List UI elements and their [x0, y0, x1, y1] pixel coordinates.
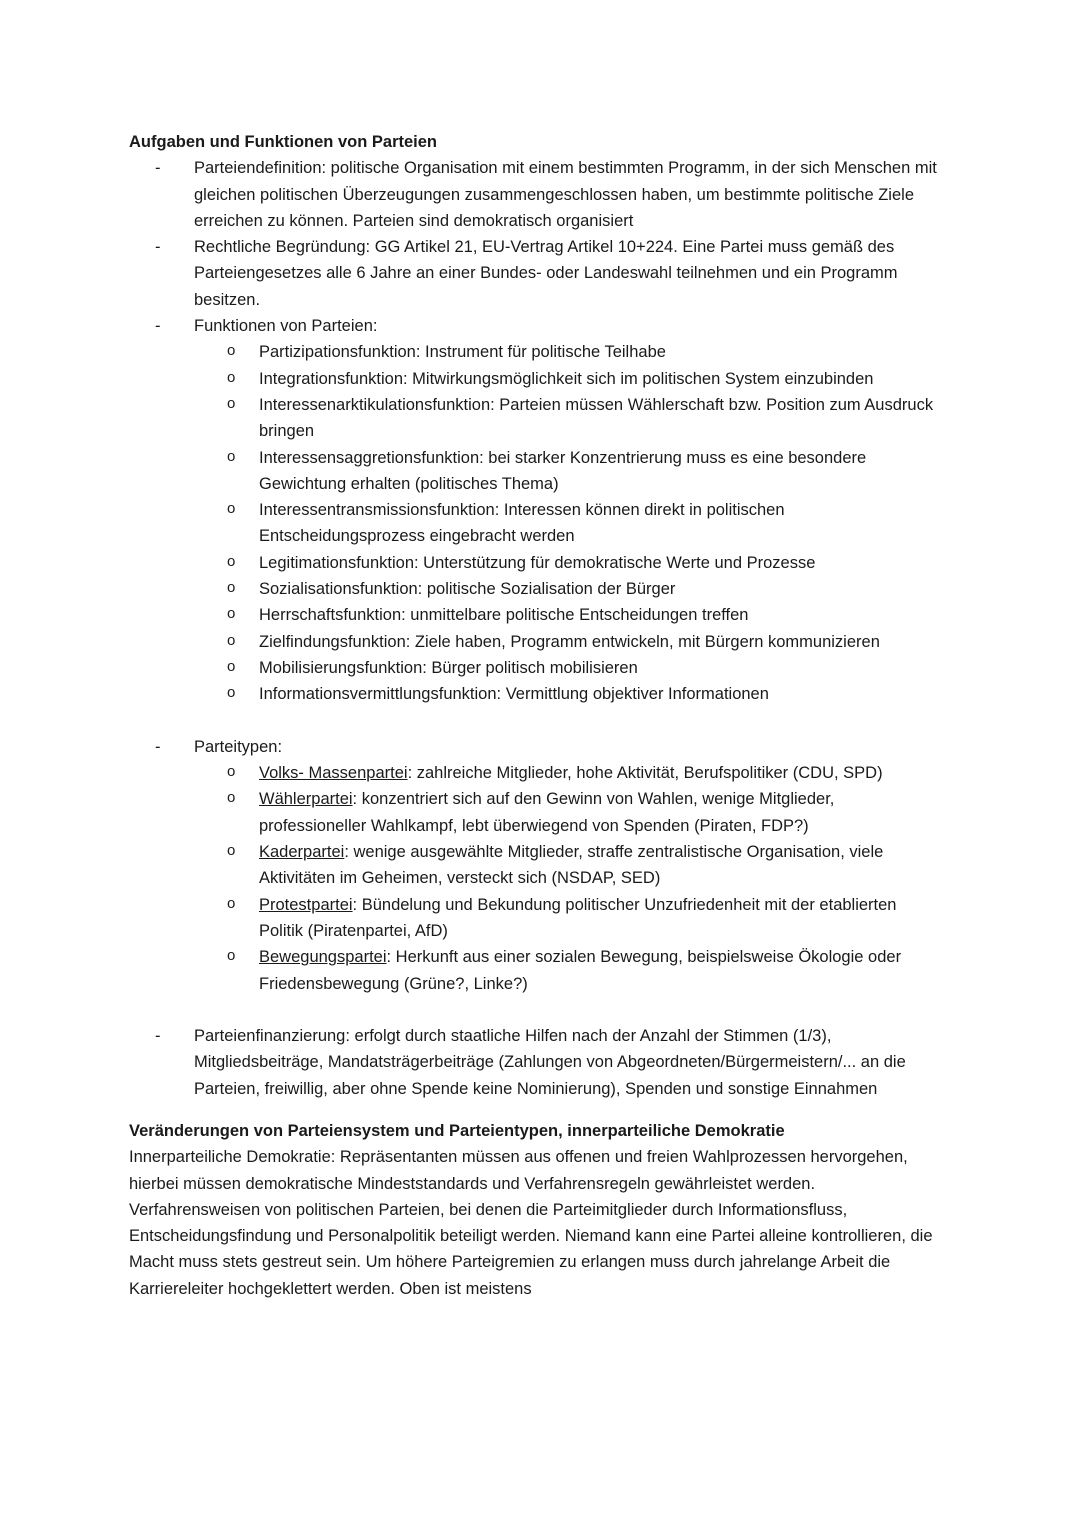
function-item: o Herrschaftsfunktion: unmittelbare politische Entscheidungen treffen — [194, 602, 944, 628]
type-term: Bewegungspartei — [259, 948, 387, 967]
type-item-protestpartei — [194, 892, 944, 945]
type-desc: : konzentriert sich auf den Gewinn von Wahlen, wenige Mitglieder, professioneller Wahlkampf, lebt überwiegend von Spenden (Piraten, FDP?) — [259, 790, 835, 835]
type-desc: : wenige ausgewählte Mitglieder, straffe zentralistische Organisation, viele Aktivitäten im Geheimen, versteckt sich (NSDAP, SED) — [259, 843, 884, 888]
function-item: o Zielfindungsfunktion: Ziele haben, Programm entwickeln, mit Bürgern kommunizieren — [194, 629, 944, 655]
function-item: o Informationsvermittlungsfunktion: Vermittlung objektiver Informationen — [194, 681, 944, 707]
type-desc: : zahlreiche Mitglieder, hohe Aktivität, Berufspolitiker (CDU, SPD) — [407, 764, 883, 783]
function-item: o Partizipationsfunktion: Instrument für politische Teilhabe — [194, 339, 944, 365]
function-item: o Interessentransmissionsfunktion: Interessen können direkt in politischen Entscheidungsprozess eingebracht werden — [194, 497, 944, 550]
types-list — [194, 760, 944, 997]
types-label: Parteitypen: — [194, 737, 283, 756]
functions-label: Funktionen von Parteien: — [194, 317, 378, 336]
function-item: o Sozialisationsfunktion: politische Sozialisation der Bürger — [194, 576, 944, 602]
section-heading-veraenderungen: Veränderungen von Parteiensystem und Parteientypen, innerparteiliche Demokratie — [129, 1121, 785, 1140]
spacer — [129, 997, 944, 1023]
spacer — [129, 1102, 944, 1118]
main-bullet-list — [129, 155, 944, 1102]
spacer — [129, 708, 944, 734]
bullet-parteitypen — [129, 734, 944, 997]
function-item: o Mobilisierungsfunktion: Bürger politisch mobilisieren — [194, 655, 944, 681]
function-item: o Integrationsfunktion: Mitwirkungsmöglichkeit sich im politischen System einzubinden — [194, 366, 944, 392]
type-item-volkspartei — [194, 760, 944, 786]
type-item-kaderpartei — [194, 839, 944, 892]
bullet-parteiendefinition: - Parteiendefinition: politische Organisation mit einem bestimmten Programm, in der sich Menschen mit gleichen politischen Überzeugungen zusammengeschlossen haben, um bestimmte politische Ziele erreichen zu können. Parteien sind demokratisch organisiert — [129, 155, 944, 234]
function-item: o Interessensaggretionsfunktion: bei starker Konzentrierung muss es eine besondere Gewichtung erhalten (politisches Thema) — [194, 445, 944, 498]
type-term: Wählerpartei — [259, 790, 353, 809]
type-desc: : Herkunft aus einer sozialen Bewegung, beispielsweise Ökologie oder Friedensbewegung (Grüne?, Linke?) — [259, 948, 902, 993]
paragraph-innerparteiliche-demokratie: Innerparteiliche Demokratie: Repräsentanten müssen aus offenen und freien Wahlprozessen hervorgehen, hierbei müssen demokratische Mindeststandards und Verfahrensregeln gewährleistet werden. Verfahrensweisen von politischen Parteien, bei denen die Parteimitglieder durch Informationsfluss, Entscheidungsfindung und Personalpolitik beteiligt werden. Niemand kann eine Partei alleine kontrollieren, die Macht muss stets gestreut sein. Um höhere Parteigremien zu erlangen muss durch jahrelange Arbeit die Karriereleiter hochgeklettert werden. Oben ist meistens — [129, 1148, 933, 1298]
type-term: Kaderpartei — [259, 843, 345, 862]
section-heading-aufgaben: Aufgaben und Funktionen von Parteien — [129, 133, 438, 151]
type-desc: : Bündelung und Bekundung politischer Unzufriedenheit mit der etablierten Politik (Piratenpartei, AfD) — [259, 895, 897, 940]
type-term: Volks- Massenpartei — [259, 764, 408, 783]
functions-list — [194, 339, 944, 707]
document-content — [129, 129, 944, 1302]
type-item-bewegungspartei — [194, 944, 944, 997]
type-term: Protestpartei — [259, 895, 353, 914]
bullet-funktionen — [129, 313, 944, 707]
function-item: o Legitimationsfunktion: Unterstützung für demokratische Werte und Prozesse — [194, 550, 944, 576]
type-item-waehlerpartei — [194, 786, 944, 839]
bullet-rechtliche-begruendung: - Rechtliche Begründung: GG Artikel 21, EU-Vertrag Artikel 10+224. Eine Partei muss gemäß des Parteiengesetzes alle 6 Jahre an einer Bundes- oder Landeswahl teilnehmen und ein Programm besitzen. — [129, 234, 944, 313]
bullet-parteienfinanzierung: - Parteienfinanzierung: erfolgt durch staatliche Hilfen nach der Anzahl der Stimmen (1/3), Mitgliedsbeiträge, Mandatsträgerbeiträge (Zahlungen von Abgeordneten/Bürgermeistern/... an die Parteien, freiwillig, aber ohne Spende keine Nominierung), Spenden und sonstige Einnahmen — [129, 1023, 944, 1102]
function-item: o Interessenarktikulationsfunktion: Parteien müssen Wählerschaft bzw. Position zum Ausdruck bringen — [194, 392, 944, 445]
